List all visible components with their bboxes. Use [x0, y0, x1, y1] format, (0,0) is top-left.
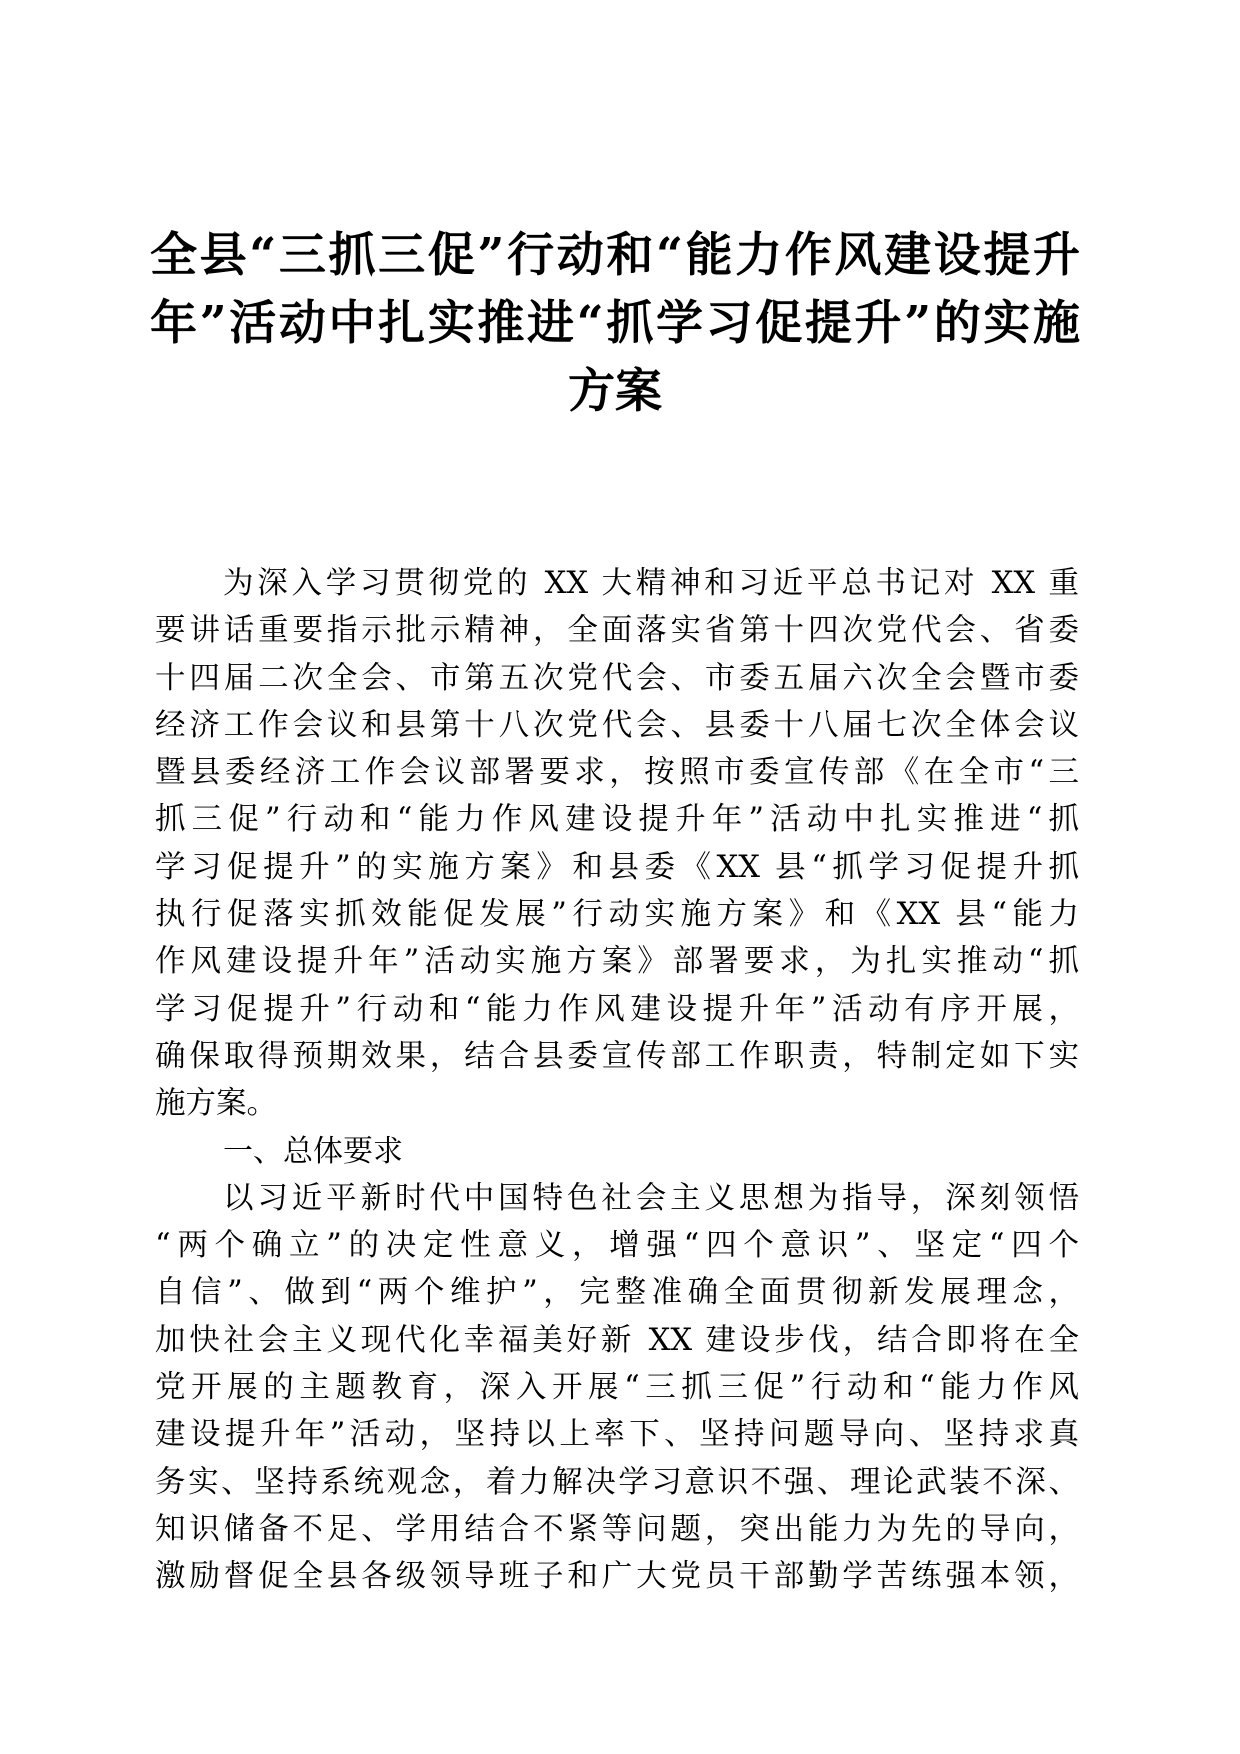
section1-line: 知识储备不足、学用结合不紧等问题，突出能力为先的导向，: [155, 1511, 1079, 1547]
document-title: [150, 222, 1080, 426]
intro-line: 作风建设提升年”活动实施方案》部署要求，为扎实推动“抓: [155, 944, 1079, 980]
intro-line: 经济工作会议和县第十八次党代会、县委十八届七次全体会议: [155, 707, 1079, 743]
intro-line: 抓三促”行动和“能力作风建设提升年”活动中扎实推进“抓: [155, 802, 1079, 838]
intro-line: 执行促落实抓效能促发展”行动实施方案》和《XX 县“能力: [155, 897, 1079, 933]
section1-line: 建设提升年”活动，坚持以上率下、坚持问题导向、坚持求真: [155, 1417, 1079, 1453]
intro-line: 为深入学习贯彻党的 XX 大精神和习近平总书记对 XX 重: [223, 566, 1079, 601]
title-line-3: 方案: [568, 364, 662, 419]
title-line-2: 年”活动中扎实推进“抓学习促提升”的实施: [150, 296, 1080, 351]
section1-line: 自信”、做到“两个维护”，完整准确全面贯彻新发展理念，: [155, 1275, 1079, 1311]
section1-line: “两个确立”的决定性意义，增强“四个意识”、坚定“四个: [155, 1228, 1079, 1264]
section1-line: 激励督促全县各级领导班子和广大党员干部勤学苦练强本领，: [155, 1559, 1079, 1595]
section1-line: 党开展的主题教育，深入开展“三抓三促”行动和“能力作风: [155, 1370, 1079, 1406]
intro-line: 学习促提升”的实施方案》和县委《XX 县“抓学习促提升抓: [155, 849, 1079, 885]
section1-line: 以习近平新时代中国特色社会主义思想为指导，深刻领悟: [223, 1180, 1079, 1216]
document-body: [155, 560, 1079, 1601]
intro-line: 十四届二次全会、市第五次党代会、市委五届六次全会暨市委: [155, 660, 1079, 696]
intro-line: 施方案。: [155, 1086, 277, 1122]
intro-line: 暨县委经济工作会议部署要求，按照市委宣传部《在全市“三: [155, 755, 1079, 791]
title-line-1: 全县“三抓三促”行动和“能力作风建设提升: [150, 228, 1080, 283]
intro-line: 学习促提升”行动和“能力作风建设提升年”活动有序开展，: [155, 991, 1079, 1027]
section1-line: 加快社会主义现代化幸福美好新 XX 建设步伐，结合即将在全: [155, 1322, 1079, 1358]
intro-line: 要讲话重要指示批示精神，全面落实省第十四次党代会、省委: [155, 613, 1079, 649]
intro-line: 确保取得预期效果，结合县委宣传部工作职责，特制定如下实: [155, 1038, 1079, 1074]
section-heading: 一、总体要求: [223, 1133, 403, 1169]
section1-line: 务实、坚持系统观念，着力解决学习意识不强、理论武装不深、: [155, 1464, 1079, 1500]
